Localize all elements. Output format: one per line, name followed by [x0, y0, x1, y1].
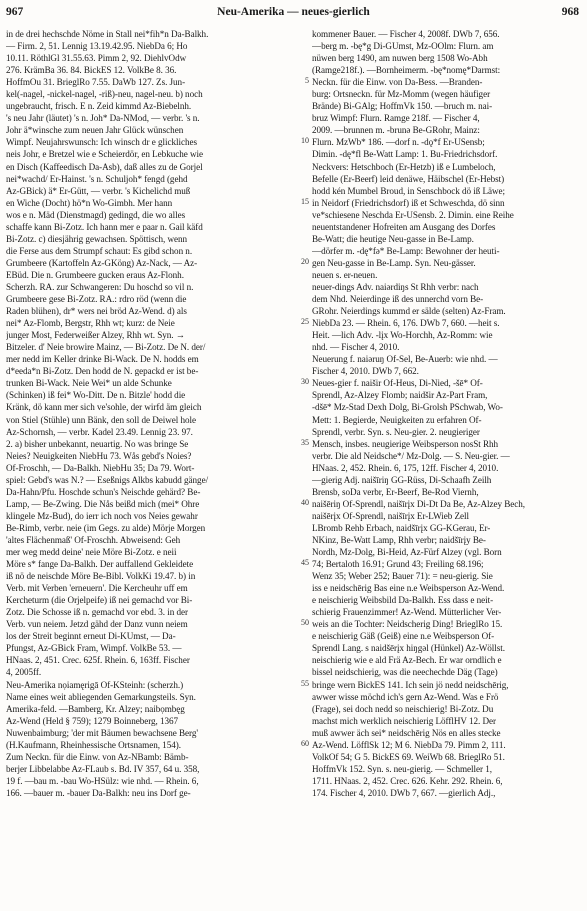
right-column	[312, 28, 587, 799]
text-line: wos e n. Mäd (Dienstmagd) gedingd, die wo alles	[6, 209, 186, 220]
left-column	[6, 28, 289, 799]
text-line: neischierig wie e ald Frä Az-Bech. Er war orndlich e	[312, 655, 502, 666]
text-line: nei* Az-Flomb, Bergstr, Rhh wt; kurz: de Neie	[6, 318, 175, 329]
text-line: Neuerung f. naiəruŋ Of-Sel, Be-Auerb: wie nhd. —	[312, 354, 498, 365]
text-line: Mett: 1. Begierde, Neuigkeiten zu erfahren Of-	[312, 414, 482, 425]
text-line: nei*wachd/ Er-Hainst. 's n. Schuljoh* fengd (gehd	[6, 173, 188, 184]
text-line: Amerika-feld. —Bamberg, Kr. Alzey; naibọmbęg	[6, 703, 185, 714]
text-line: bruz Wimpf: Flurn. Ramge 218f. — Fischer 4,	[312, 113, 480, 124]
text-line: 'altes Flächenmaß' Of-Froschh. Abweisend: Geh	[6, 534, 181, 545]
text-line: NiebDa 23. — Rhein. 6, 176. DWb 7, 660. —heit s.	[312, 318, 500, 329]
text-line: -dšē* Mz-Stad Dexh Dolg, Bi-Grolsh PSchwab, Wo-	[312, 402, 503, 413]
text-line: berjer Libbelabbe Az-FLaub s. Bd. IV 357, 64 u. 358,	[6, 763, 200, 774]
text-line: neuer-dings Adv. naiərdiŋs St Rhh verbr: nach	[312, 281, 479, 292]
text-line: en Wiche (Docht) hö*n Wo-Gimbh. Mer hann	[6, 197, 173, 208]
text-line: verbr. Die ald Neidsche*/ Mz-Dolg. — S. Neu-gier. —	[312, 450, 510, 461]
text-line: EBüd. Die n. Grumbeere gucken eraus Az-Flonh.	[6, 269, 184, 280]
line-number: 55	[301, 678, 309, 688]
text-line: Grumbeere (Kartoffeln Az-GKöng) Az-Nack, — Az-	[6, 257, 198, 268]
text-line: 2009. —brunnen m. -brunə Be-GRohr, Mainz:	[312, 125, 480, 136]
page-number-left: 967	[6, 6, 24, 18]
text-line: en Disch (Kaffeedisch Da-Asb), daß alles zu de Gorjel	[6, 161, 203, 172]
text-line: e neischierig Weibsbild Da-Balkh. Ess dass e neit-	[312, 595, 494, 606]
text-line: naišēriŋ Of-Sprendl, naišīrįx Di-Dt Da Be, Az-Alzey Bech,	[312, 498, 525, 509]
text-line: ve*schiesene Neschda Er-USensb. 2. Dimin. eine Reihe	[312, 209, 514, 220]
text-line: Neckn. für die Einw. von Da-Bess. —Branden-	[312, 77, 483, 88]
line-number: 10	[301, 136, 309, 146]
text-line: (Frage), sei doch nedd so neischierig! Bi-Zotz. Du	[312, 703, 494, 714]
page-number-right: 968	[561, 6, 579, 18]
text-line: mer nedd im Keller drinke Bi-Wack. De N. hodds em	[6, 354, 199, 365]
running-header	[0, 6, 587, 22]
text-line: Möre s* fange Da-Balkh. Der auffallend Gekleidete	[6, 559, 194, 570]
text-line: HNaas. 2, 451. Crec. 625f. Rhein. 6, 163ff. Fischer	[6, 655, 190, 666]
line-number: 45	[301, 558, 309, 568]
text-line: gen Neu-gasse in Be-Lamp. Syn. Neu-gässer.	[312, 257, 476, 268]
text-line: awwer wisse möchd ich's gern Az-Wend. Was e Frö	[312, 691, 499, 702]
text-line: ungebraucht, frisch. E n. Zeid kimmd Az-Biebelnh.	[6, 101, 192, 112]
text-line: naišērįx Of-Sprendl, naišīrįx Er-LWieb Zell	[312, 510, 470, 521]
text-line: muß awwer äch sei* neidschērig Nös en alles stecke	[312, 727, 501, 738]
text-line: (Schinken) iß fei* Wo-Ditt. De n. Bitzle' hodd die	[6, 390, 186, 401]
text-line: GRohr. Neierdings kummd er sälde (selten) Az-Fram.	[312, 306, 506, 317]
text-line: Verb. vun neiem. Jetzd gähd der Danz vunn neiem	[6, 619, 188, 630]
text-line: 74; Bertaloth 16.91; Grund 43; Freiling 68.196;	[312, 559, 484, 570]
text-line: Befelle (Er-Beerf) leid denäwe, Häibschel (Er-Hebst)	[312, 173, 505, 184]
text-line: Brensb, soDa verbr, Er-Beerf, Be-Rod Viernh,	[312, 486, 479, 497]
text-line: —gierig Adj. naišīriŋ GG-Rüss, Di-Schaafh Zeilh	[312, 474, 492, 485]
text-line: e neischierig Gäß (Geiß) eine n.e Weibsperson Of-	[312, 631, 495, 642]
text-line: Sprendl, verbr. Syn. s. Neu-gier. 2. neugieriger	[312, 426, 480, 437]
line-number: 20	[301, 256, 309, 266]
text-line: Mensch, insbes. neugierige Weibsperson nosSt Rhh	[312, 438, 499, 449]
text-line: Wimpf. Neujahrswunsch: Ich winsch dr e glickliches	[6, 137, 197, 148]
text-line: 1711. HNaas. 2, 452. Crec. 626. Kehr. 292. Rhein. 6,	[312, 775, 503, 786]
text-line: neuentstandener Hofreiten am Ausgang des Dorfes	[312, 221, 496, 232]
text-line: Of-Froschh, — Da-Balkh. NiebHu 35; Da 79. Wort-	[6, 462, 195, 473]
text-line: Nordh, Mz-Dolg, Bi-Heid, Az-Fürf Alzey (vgl. Born	[312, 547, 502, 558]
text-line: dem Nhd. Neierdinge iß des unnerchd vorn Be-	[312, 294, 484, 305]
line-number: 40	[301, 497, 309, 507]
text-line: Fischer 4, 2010. DWb 7, 662.	[312, 366, 419, 377]
text-line: mer weg medd deine' neie Möre Bi-Zotz. e neii	[6, 547, 177, 558]
text-line: Sprendl Lang. s naidšērįx hiŋgəl (Hünkel) Az-Wöllst.	[312, 643, 505, 654]
text-line: klingele Mz-Bud), do ierr ich noch vos Neies gewahr	[6, 510, 198, 521]
text-line: 174. Fischer 4, 2010. DWb 7, 667. —gierlich Adj.,	[312, 787, 496, 798]
text-line: los der Streit beginnt erneut Di-KUmst, — Da-	[6, 631, 176, 642]
text-line: Scherzh. RA. zur Schwangeren: Du hoschd so vil n.	[6, 281, 194, 292]
text-line: von Stiel (Stühle) unn Bänk, den soll de Deiwel hole	[6, 414, 197, 425]
text-line: Sprendl, Az-Alzey Flomb; naidšir Az-Part Fram,	[312, 390, 488, 401]
text-line: Heit. —lich Adv. -lįx Wo-Horchh, Az-Romm: wie	[312, 330, 493, 341]
text-line: Be-Rimb, verbr. neie (im Gegs. zu alde) Mörje Morgen	[6, 522, 206, 533]
text-line: iß nö de neischde Möre Be-Bibl. VolkKi 19.47. b) in	[6, 571, 196, 582]
text-line: Dimin. -dę*fl Be-Watt Lamp: 1. Bu-Friedrichsdorf.	[312, 149, 498, 160]
text-line: Pfungst, Az-GBick Fram, Wimpf. VolkBe 53. —	[6, 643, 182, 654]
text-line: 4, 2005ff.	[6, 667, 42, 678]
text-line: schierig Frauenzimmer! Az-Wend. Mütterlicher Ver-	[312, 607, 502, 618]
text-line: Bi-Zotz. c) diesjährig gewachsen. Spöttisch, wenn	[6, 233, 188, 244]
text-line: Kränk, dö kann mer sich ve'sohle, der wirfd äm gleich	[6, 402, 202, 413]
text-line: Az-Wend. LöfflSk 12; M 6. NiebDa 79. Pimm 2, 111.	[312, 739, 506, 750]
text-line: d*eeda*n Bi-Zotz. Den hodd de N. gepackd er ist be-	[6, 366, 199, 377]
text-line: Zotz. Die Schosse iß n. gemachd vor ebd. 3. in der	[6, 607, 188, 618]
text-line: bissel neidschierig, was die neechechde Däg (Tage)	[312, 667, 498, 678]
line-number: 30	[301, 377, 309, 387]
text-line: NKinz, Be-Watt Lamp, Rhh verbr; naidšīrįy Be-	[312, 534, 486, 545]
text-line: VolkOf 54; G 5. BickES 69. WeiWb 68. BrieglRo 51.	[312, 751, 505, 762]
text-line: Neckvers: Hetschboch (Er-Hetzb) iß e Lumbeloch,	[312, 161, 496, 172]
text-line: Neies? Neuigkeiten NiebHu 73. Wås gebd's Noies?	[6, 450, 192, 461]
text-line: die Ferse aus dem Strumpf schaut: Es gibd schon n.	[6, 245, 193, 256]
text-line: Flurn. MzWb* 186. —dorf n. -dǫ*f Er-USensb;	[312, 137, 485, 148]
text-line: hodd kén Mumbel Broud, in Senschbock dö iß Läwe;	[312, 185, 505, 196]
line-number: 60	[301, 738, 309, 748]
line-number: 35	[301, 437, 309, 447]
text-line: Verb. mit Verben 'erneuern'. Die Kercheuhr uff em	[6, 583, 188, 594]
text-line: 10.11. RöthlGl 31.55.63. Pimm 2, 92. DiehlvOdw	[6, 53, 187, 64]
text-line: bringe wern BickES 141. Ich sein jö nedd neidschērig,	[312, 679, 509, 690]
text-line: iss e neidschērig Bas eine n.e Weibsperson Az-Wend.	[312, 583, 505, 594]
line-number: 5	[305, 76, 309, 86]
line-number: 50	[301, 618, 309, 628]
text-line: 276. KrämBa 36. 84. BickES 12. VolkBe 8. 36.	[6, 65, 177, 76]
text-line: Az-GBick) ä* Er-Gütt, — verbr. 's Kichelichd muß	[6, 185, 191, 196]
text-line: Name eines weit abliegenden Gemarkungsteils. Syn.	[6, 691, 196, 702]
text-line: Lamp, — Be-Zwing. Die Nås beißd mich (mei* Ohre	[6, 498, 200, 509]
text-line: nüwen berg 1490, am nuwen berg 1508 Wo-Abh	[312, 53, 488, 64]
text-line: kommener Bauer. — Fischer 4, 2008f. DWb 7, 656.	[312, 29, 500, 39]
text-line: burg: Ortsneckn. für Mz-Momm (wegen häufiger	[312, 89, 491, 100]
text-line: Johr ä*winsche zum neuen Jahr Glück wünschen	[6, 125, 184, 136]
text-line: —dörfer m. -dę*fə* Be-Lamp: Bewohner der heuti-	[312, 245, 500, 256]
text-line: 166. —bauer m. -bauer Da-Balkh: neu ins Dorf ge-	[6, 787, 191, 798]
text-line: trunken Bi-Wack. Neie Wei* un alde Schunke	[6, 378, 172, 389]
text-line: Bitzeler. d' Neie browire Mainz, — Bi-Zotz. De N. der/	[6, 342, 206, 353]
text-line: — Firm. 2, 51. Lennig 13.19.42.95. NiebDa 6; Ho	[6, 41, 188, 52]
text-line: Raden blühen), dr* wers nei bröd Az-Wend. d) als	[6, 306, 187, 317]
text-line: neuen s. er-neuen.	[312, 269, 378, 280]
text-line: weis an die Tochter: Neidscherig Ding! BrieglRo 15.	[312, 619, 503, 630]
text-line: Az-Schornsh, — verbr. Kadel 23.49. Lennig 23. 97.	[6, 426, 193, 437]
text-line: in de drei hechschde Nöme in Stall nei*fih*n Da-Balkh.	[6, 29, 209, 39]
text-line: Da-Hahn/Pfu. Hoschde schun's Neischde gehärd? Be-	[6, 486, 201, 497]
text-line: HoffmVk 152. Syn. s. neu-gierig. — Schmeller 1,	[312, 763, 492, 774]
text-line: Wenz 35; Weber 252; Bauer 71): = neu-gierig. Sie	[312, 571, 493, 582]
text-line: LBromb Rehb Erbach, naidšīrįx GG-KGerau, Er-	[312, 522, 491, 533]
text-line: Neu-Amerika nọiamęrigā Of-KSteinh: (scherzh.)	[6, 679, 184, 690]
text-line: HNaas. 2, 452. Rhein. 6, 175, 12ff. Fischer 4, 2010.	[312, 462, 499, 473]
text-line: Nuwenbaimburg; 'der mit Bäumen bewachsene Berg'	[6, 727, 198, 738]
text-line: schaffe kann Bi-Zotz. Ich hann mer e paar n. Gail käfd	[6, 221, 203, 232]
text-line: Kercheturm (die Orjelpeife) iß nei gemachd vor Bi-	[6, 595, 193, 606]
text-line: 's neu Jahr (läutet) 's n. Joh* Da-NMod, — verbr. 's n.	[6, 113, 200, 124]
text-line: kel(-nagel, -nickel-nagel, -riß)-neu, nagel-neu. b) noch	[6, 89, 203, 100]
text-line: —berg m. -bę*g Di-GUmst, Mz-OOlm: Flurn. am	[312, 41, 494, 52]
text-line: junger Most, Federweißer Alzey, Rhh wt. Syn. →	[6, 330, 185, 341]
text-line: (H.Kaufmann, Rheinhessische Ortsnamen, 154).	[6, 739, 181, 750]
text-line: Be-Watt; die heutige Neu-gasse in Be-Lamp.	[312, 233, 474, 244]
text-line: machst mich werklich neischierig LöfflHV 12. Der	[312, 715, 497, 726]
text-line: Neues-gier f. naišir Of-Heus, Di-Nied, -šē* Of-	[312, 378, 483, 389]
running-title: Neu-Amerika — neues-gierlich	[217, 6, 370, 18]
text-line: Az-Wend (Held § 759); 1279 Boinneberg, 1367	[6, 715, 179, 726]
text-line: nhd. — Fischer 4, 2010.	[312, 342, 400, 353]
line-number: 25	[301, 317, 309, 327]
text-line: Zum Neckn. für die Einw. von Az-NBamb: Bämb-	[6, 751, 189, 762]
text-line: 2. a) bisher unbekannt, neuartig. No was bringe Se	[6, 438, 189, 449]
text-line: Brände) Bi-GAlg; HoffmVk 150. —bruch m. nai-	[312, 101, 493, 112]
text-line: Grumbeere gese Bi-Zotz. RA.: rdro röd (wenn die	[6, 294, 187, 305]
text-line: spiel: Gebd's was N.? — Eseßnigs Alkbs kabudd gänge/	[6, 474, 209, 485]
text-line: 19 f. —bau m. -bau Wo-HSülz: wie nhd. — Rhein. 6,	[6, 775, 199, 786]
text-line: HoffmOu 31. BrieglRo 7.55. DaWb 127. Zs. Jun-	[6, 77, 186, 88]
text-line: (Ramge218f.). —Bornheimerm. -bę*nomę*Darmst:	[312, 65, 501, 76]
text-line: neis Johr, e Bretzel wie e Scheierdör, en Lebkuche wie	[6, 149, 203, 160]
line-number: 15	[301, 196, 309, 206]
text-line: in Neidorf (Friedrichsdorf) iß et Schweschda, dö sinn	[312, 197, 505, 208]
